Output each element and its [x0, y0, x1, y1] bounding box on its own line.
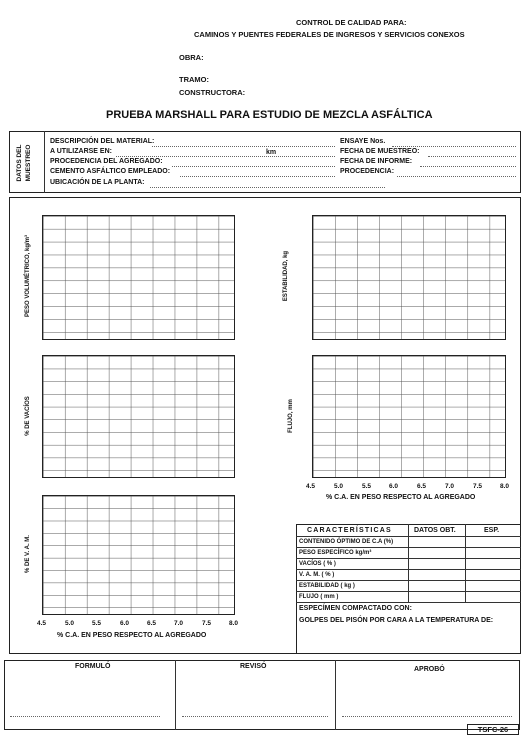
form-code: TSFC-26: [467, 724, 519, 735]
field-fecha-muestreo: FECHA DE MUESTREO:: [340, 148, 420, 155]
page-title: PRUEBA MARSHALL PARA ESTUDIO DE MEZCLA ASFÁLTICA: [106, 109, 433, 121]
field-ensaye: ENSAYE Nos.: [340, 138, 386, 145]
chart-vam[interactable]: [42, 495, 235, 615]
field-procedencia: PROCEDENCIA:: [340, 168, 395, 175]
table-row: ESTABILIDAD ( kg ): [299, 583, 355, 589]
ylabel-vam: % DE V. A. M.: [25, 535, 31, 573]
x-tick: 5.0: [334, 483, 344, 490]
ylabel-flujo: FLUJO, mm: [288, 399, 294, 433]
table-header-esp: ESP.: [484, 527, 500, 534]
field-fecha-informe: FECHA DE INFORME:: [340, 158, 413, 165]
table-row: PESO ESPECÍFICO kg/m³: [299, 550, 372, 556]
x-tick: 7.0: [445, 483, 455, 490]
field-cemento-line[interactable]: [180, 176, 335, 177]
field-ubicacion-line[interactable]: [150, 187, 385, 188]
x-tick: 6.0: [120, 620, 130, 627]
header-line2: CAMINOS Y PUENTES FEDERALES DE INGRESOS Y SERVICIOS CONEXOS: [194, 30, 465, 39]
field-utilizarse-line[interactable]: [116, 156, 335, 157]
ylabel-estabilidad: ESTABILIDAD, kg: [283, 250, 289, 302]
muestreo-side-label: DATOS DEL MUESTREO: [16, 144, 32, 182]
signature-formulo: FORMULÓ: [75, 663, 111, 670]
field-descripcion: DESCRIPCIÓN DEL MATERIAL:: [50, 138, 155, 145]
signature-formulo-line[interactable]: [10, 716, 160, 717]
signature-aprobo: APROBÓ: [414, 666, 445, 673]
golpes-label: GOLPES DEL PISÓN POR CARA A LA TEMPERATURA DE:: [299, 617, 494, 624]
header-line1: CONTROL DE CALIDAD PARA:: [296, 18, 407, 27]
signature-aprobo-line[interactable]: [342, 716, 512, 717]
chart-peso-volumetrico[interactable]: [42, 215, 235, 340]
xlabel-top: % C.A. EN PESO RESPECTO AL AGREGADO: [326, 494, 476, 501]
x-tick: 6.5: [417, 483, 427, 490]
x-tick: 8.0: [229, 620, 239, 627]
x-tick: 7.5: [473, 483, 483, 490]
chart-flujo[interactable]: [312, 355, 506, 478]
field-fecha-muestreo-line[interactable]: [428, 156, 516, 157]
x-tick: 5.5: [362, 483, 372, 490]
ylabel-peso: PESO VOLUMÉTRICO, kg/m³: [25, 235, 31, 318]
field-cemento: CEMENTO ASFÁLTICO EMPLEADO:: [50, 168, 171, 175]
ylabel-vacios: % DE VACÍOS: [25, 396, 31, 436]
xlabel-bottom: % C.A. EN PESO RESPECTO AL AGREGADO: [57, 632, 207, 639]
x-tick: 6.5: [147, 620, 157, 627]
tramo-label: TRAMO:: [179, 75, 209, 84]
constructora-label: CONSTRUCTORA:: [179, 88, 246, 97]
x-tick: 4.5: [306, 483, 316, 490]
km-label: km: [266, 149, 277, 156]
x-tick: 8.0: [500, 483, 510, 490]
field-ensaye-line[interactable]: [392, 146, 516, 147]
x-tick: 6.0: [389, 483, 399, 490]
table-row: VACÍOS ( % ): [299, 561, 336, 567]
field-utilizarse: A UTILIZARSE EN:: [50, 148, 112, 155]
field-procedencia-agregado: PROCEDENCIA DEL AGREGADO:: [50, 158, 163, 165]
x-tick: 5.5: [92, 620, 102, 627]
field-procedencia-agregado-line[interactable]: [172, 166, 335, 167]
obra-label: OBRA:: [179, 53, 204, 62]
field-ubicacion: UBICACIÓN DE LA PLANTA:: [50, 179, 145, 186]
x-tick: 7.0: [174, 620, 184, 627]
signature-reviso: REVISÓ: [240, 663, 267, 670]
table-header-datos: DATOS OBT.: [414, 527, 456, 534]
chart-estabilidad[interactable]: [312, 215, 506, 340]
table-row: FLUJO ( mm ): [299, 594, 339, 600]
chart-vacios[interactable]: [42, 355, 235, 478]
x-tick: 4.5: [37, 620, 47, 627]
signature-reviso-line[interactable]: [182, 716, 328, 717]
compactado-label: ESPECÍMEN COMPACTADO CON:: [299, 605, 412, 612]
table-row: V. A. M. ( % ): [299, 572, 335, 578]
field-fecha-informe-line[interactable]: [420, 166, 516, 167]
table-header-caracteristicas: CARACTERÍSTICAS: [307, 527, 392, 534]
x-tick: 5.0: [65, 620, 75, 627]
field-descripcion-line[interactable]: [152, 146, 335, 147]
table-row: CONTENIDO ÓPTIMO DE C.A (%): [299, 539, 394, 545]
field-procedencia-line[interactable]: [397, 176, 516, 177]
x-tick: 7.5: [202, 620, 212, 627]
